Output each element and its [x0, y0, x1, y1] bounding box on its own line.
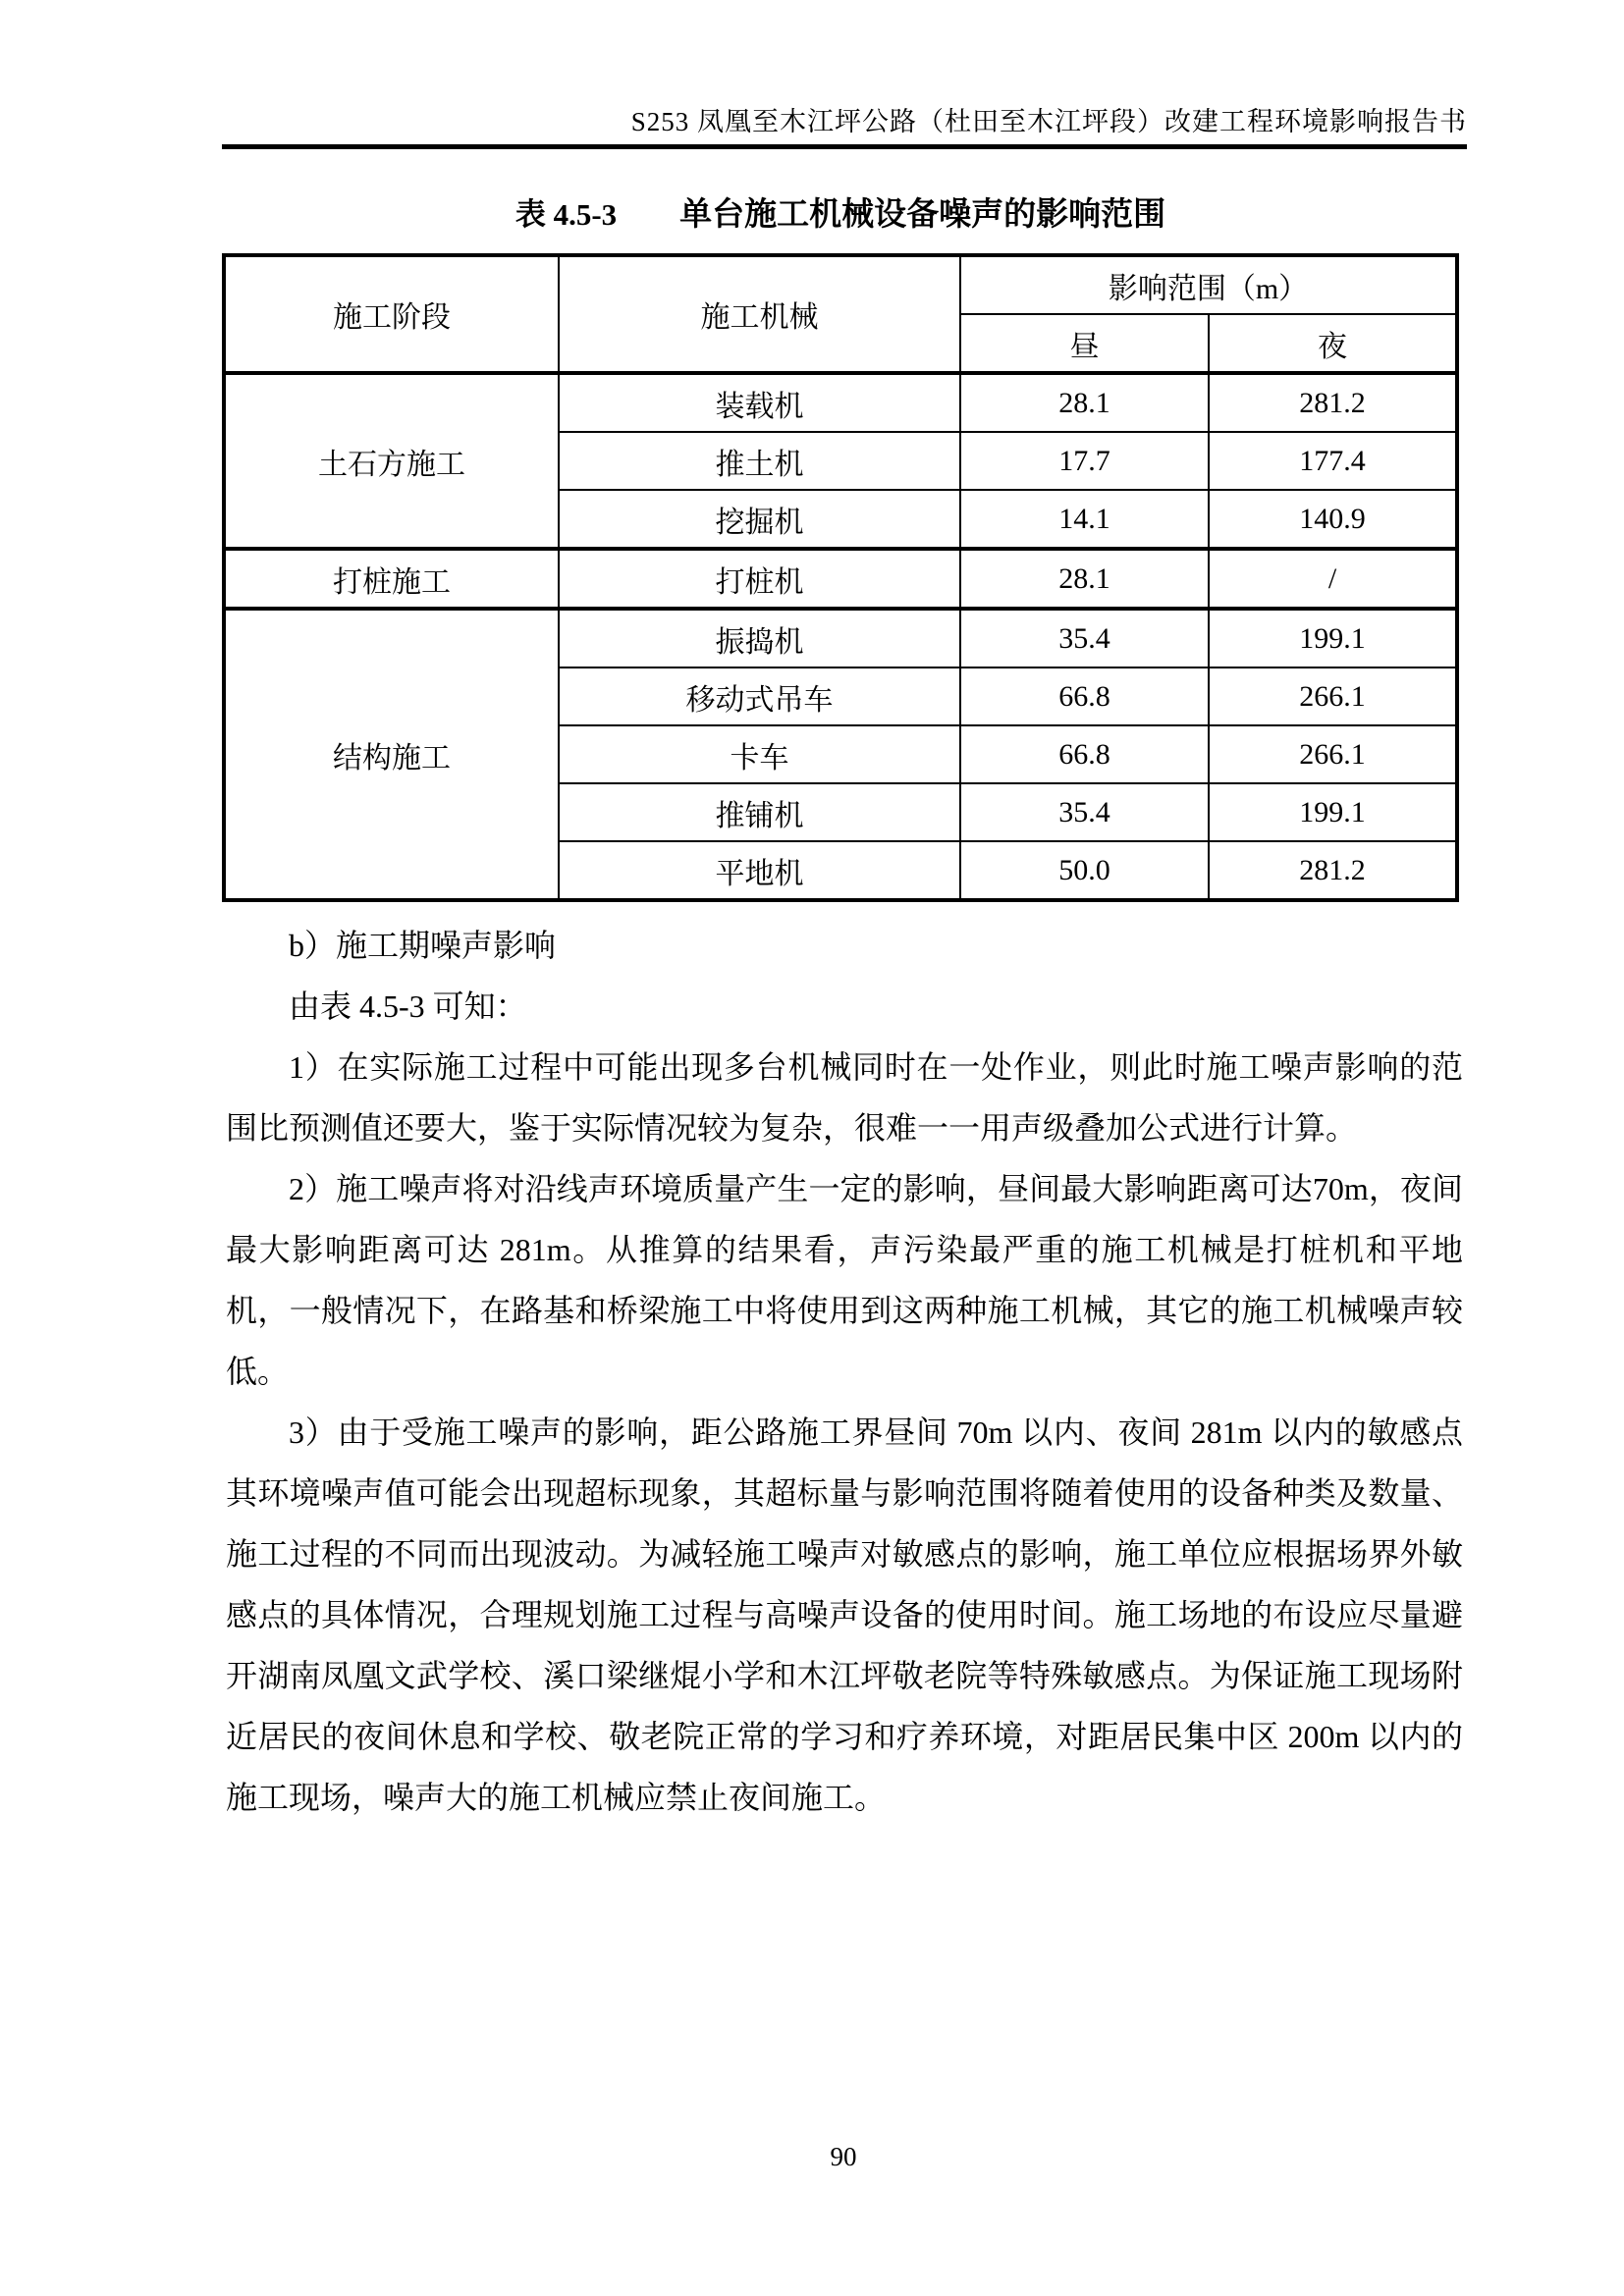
day-value-cell: 35.4 — [960, 783, 1209, 841]
table-caption-label: 表 4.5-3 — [514, 197, 618, 232]
paragraph: b）施工期噪声影响 — [289, 928, 557, 963]
machine-cell: 卡车 — [559, 725, 960, 783]
machine-cell: 打桩机 — [559, 549, 960, 609]
body-text — [226, 915, 1463, 1828]
day-value-cell: 66.8 — [960, 725, 1209, 783]
day-value-cell: 50.0 — [960, 841, 1209, 900]
day-value-cell: 28.1 — [960, 373, 1209, 432]
column-header-machine: 施工机械 — [559, 255, 960, 373]
night-value-cell: 281.2 — [1209, 373, 1457, 432]
day-value-cell: 14.1 — [960, 490, 1209, 549]
paragraph: 1）在实际施工过程中可能出现多台机械同时在一处作业，则此时施工噪声影响的范围比预测值还要大，鉴于实际情况较为复杂，很难一一用声级叠加公式进行计算。 — [226, 1049, 1463, 1146]
day-value-cell: 17.7 — [960, 432, 1209, 490]
night-value-cell: / — [1209, 549, 1457, 609]
running-header: S253 凤凰至木江坪公路（杜田至木江坪段）改建工程环境影响报告书 — [630, 107, 1467, 136]
machine-cell: 振捣机 — [559, 609, 960, 667]
machine-cell: 挖掘机 — [559, 490, 960, 549]
machine-cell: 推铺机 — [559, 783, 960, 841]
night-value-cell: 199.1 — [1209, 783, 1457, 841]
paragraph: 2）施工噪声将对沿线声环境质量产生一定的影响，昼间最大影响距离可达70m，夜间最大影响距离可达 281m。从推算的结果看，声污染最严重的施工机械是打桩机和平地机，一般情况下，在路基和桥梁施工中将使用到这两种施工机械，其它的施工机械噪声较低。 — [226, 1171, 1463, 1389]
column-header-day: 昼 — [960, 314, 1209, 373]
machine-cell: 推土机 — [559, 432, 960, 490]
day-value-cell: 28.1 — [960, 549, 1209, 609]
phase-cell: 打桩施工 — [224, 549, 559, 609]
phase-cell: 土石方施工 — [224, 373, 559, 549]
table-row — [224, 609, 1457, 667]
header-rule — [222, 144, 1467, 149]
table-row — [224, 373, 1457, 432]
column-header-night: 夜 — [1209, 314, 1457, 373]
night-value-cell: 140.9 — [1209, 490, 1457, 549]
paragraph: 由表 4.5-3 可知： — [289, 988, 527, 1024]
machine-cell: 装载机 — [559, 373, 960, 432]
phase-cell: 结构施工 — [224, 609, 559, 900]
noise-impact-table — [222, 253, 1459, 902]
machine-cell: 移动式吊车 — [559, 667, 960, 725]
night-value-cell: 177.4 — [1209, 432, 1457, 490]
page-number: 90 — [830, 2142, 857, 2171]
day-value-cell: 66.8 — [960, 667, 1209, 725]
table-row — [224, 549, 1457, 609]
paragraph: 3）由于受施工噪声的影响，距公路施工界昼间 70m 以内、夜间 281m 以内的敏感点其环境噪声值可能会出现超标现象，其超标量与影响范围将随着使用的设备种类及数量、施工过程的不同而出现波动。为减轻施工噪声对敏感点的影响，施工单位应根据场界外敏感点的具体情况，合理规划施工过程与高噪声设备的使用时间。施工场地的布设应尽量避开湖南凤凰文武学校、溪口梁继焜小学和木江坪敬老院等特殊敏感点。为保证施工现场附近居民的夜间休息和学校、敬老院正常的学习和疗养环境，对距居民集中区 200m 以内的施工现场，噪声大的施工机械应禁止夜间施工。 — [226, 1415, 1463, 1815]
table-caption-title: 单台施工机械设备噪声的影响范围 — [679, 197, 1166, 233]
night-value-cell: 281.2 — [1209, 841, 1457, 900]
night-value-cell: 266.1 — [1209, 667, 1457, 725]
night-value-cell: 266.1 — [1209, 725, 1457, 783]
machine-cell: 平地机 — [559, 841, 960, 900]
column-header-phase: 施工阶段 — [224, 255, 559, 373]
night-value-cell: 199.1 — [1209, 609, 1457, 667]
column-header-range: 影响范围（m） — [960, 255, 1457, 314]
table-caption — [224, 188, 1457, 235]
day-value-cell: 35.4 — [960, 609, 1209, 667]
table-header-row-1 — [224, 255, 1457, 314]
